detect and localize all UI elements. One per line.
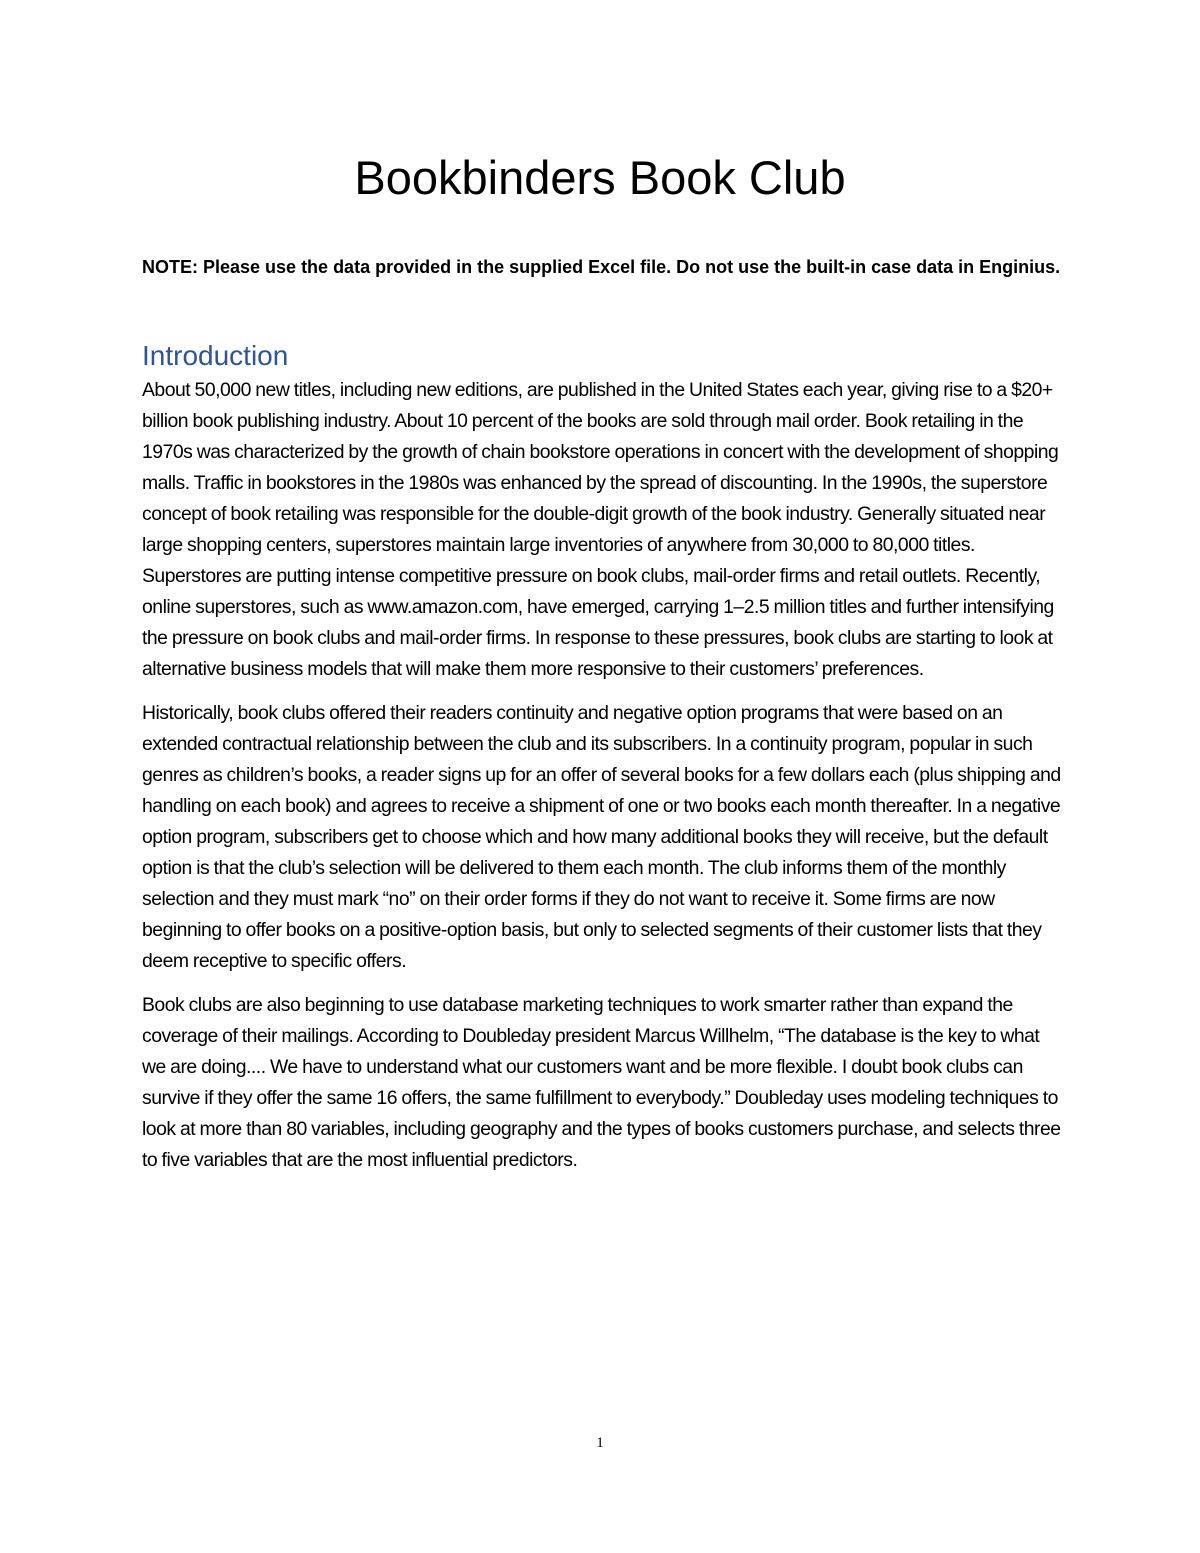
paragraph-2: Historically, book clubs offered their readers continuity and negative option programs that were based on an extended contractual relationship between the club and its subscribers. In a continuity program, popular in such genres as children’s books, a reader signs up for an offer of several books for a few dollars each (plus shipping and handling on each book) and agrees to receive a shipment of one or two books each month thereafter. In a negative option program, subscribers get to choose which and how many additional books they will receive, but the default option is that the club’s selection will be delivered to them each month. The club informs them of the monthly selection and they must mark “no” on their order forms if they do not want to receive it. Some firms are now beginning to offer books on a positive-option basis, but only to selected segments of their customer lists that they deem receptive to specific offers. (142, 702, 1061, 972)
document-body (142, 375, 1062, 1189)
paragraph-1: About 50,000 new titles, including new editions, are published in the United States each year, giving rise to a $20+ billion book publishing industry. About 10 percent of the books are sold through mail order. Book retailing in the 1970s was characterized by the growth of chain bookstore operations in concert with the development of shopping malls. Traffic in bookstores in the 1980s was enhanced by the spread of discounting. In the 1990s, the superstore concept of book retailing was responsible for the double-digit growth of the book industry. Generally situated near large shopping centers, superstores maintain large inventories of anywhere from 30,000 to 80,000 titles. Superstores are putting intense competitive pressure on book clubs, mail-order firms and retail outlets. Recently, online superstores, such as www.amazon.com, have emerged, carrying 1–2.5 million titles and further intensifying the pressure on book clubs and mail-order firms. In response to these pressures, book clubs are starting to look at alternative business models that will make them more responsive to their customers’ preferences. (142, 379, 1059, 680)
section-heading-introduction: Introduction (142, 340, 289, 371)
document-title: Bookbinders Book Club (354, 151, 846, 204)
note-text: NOTE: Please use the data provided in the supplied Excel file. Do not use the built-in case data in Enginius. (142, 257, 1061, 277)
paragraph-3: Book clubs are also beginning to use database marketing techniques to work smarter rather than expand the coverage of their mailings. According to Doubleday president Marcus Willhelm, “The database is the key to what we are doing.... We have to understand what our customers want and be more flexible. I doubt book clubs can survive if they offer the same 16 offers, the same fulfillment to everybody.” Doubleday uses modeling techniques to look at more than 80 variables, including geography and the types of books customers purchase, and selects three to five variables that are the most influential predictors. (142, 994, 1061, 1171)
page-number: 1 (596, 1435, 604, 1451)
